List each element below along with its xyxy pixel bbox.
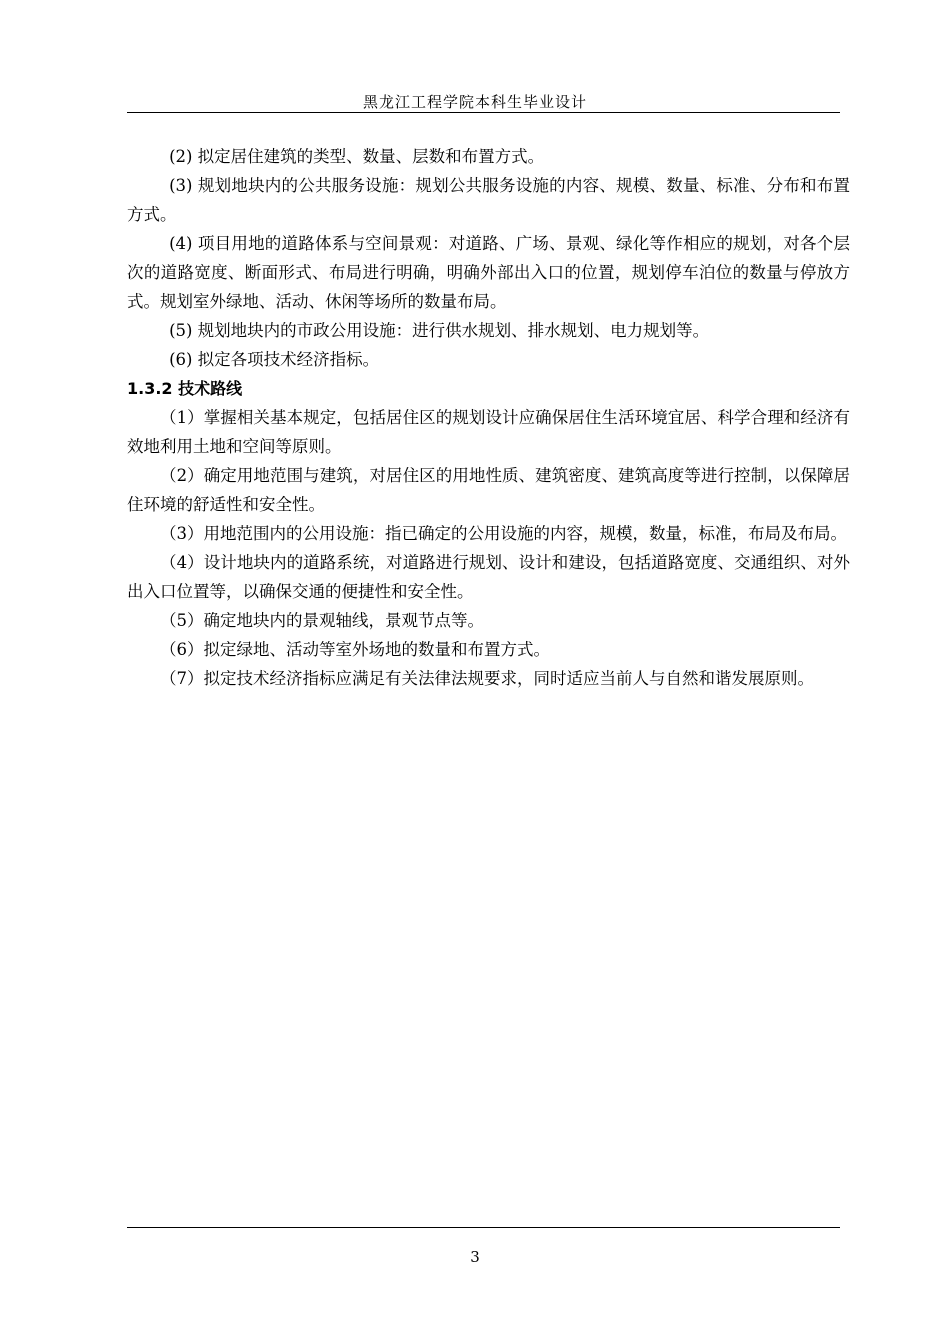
route-item-3: （3）用地范围内的公用设施：指已确定的公用设施的内容，规模，数量，标准，布局及布局。 [160, 524, 847, 543]
requirement-item-4: (4) 项目用地的道路体系与空间景观：对道路、广场、景观、绿化等作相应的规划，对各个层次的道路宽度、断面形式、布局进行明确，明确外部出入口的位置，规划停车泊位的数量与停放方式。规划室外绿地、活动、休闲等场所的数量布局。 [127, 234, 850, 311]
header-rule [127, 112, 840, 113]
page-number: 3 [470, 1248, 480, 1266]
route-item-1: （1）掌握相关基本规定，包括居住区的规划设计应确保居住生活环境宜居、科学合理和经济有效地利用土地和空间等原则。 [127, 408, 850, 456]
route-item-4: （4）设计地块内的道路系统，对道路进行规划、设计和建设，包括道路宽度、交通组织、对外出入口位置等，以确保交通的便捷性和安全性。 [127, 553, 850, 601]
page-header-title: 黑龙江工程学院本科生毕业设计 [362, 93, 587, 111]
route-item-7: （7）拟定技术经济指标应满足有关法律法规要求，同时适应当前人与自然和谐发展原则。 [160, 669, 814, 688]
requirement-item-5: (5) 规划地块内的市政公用设施：进行供水规划、排水规划、电力规划等。 [169, 321, 710, 340]
footer-rule [127, 1227, 840, 1228]
route-item-5: （5）确定地块内的景观轴线，景观节点等。 [160, 611, 484, 630]
route-item-6: （6）拟定绿地、活动等室外场地的数量和布置方式。 [160, 640, 550, 659]
route-item-2: （2）确定用地范围与建筑，对居住区的用地性质、建筑密度、建筑高度等进行控制，以保障居住环境的舒适性和安全性。 [127, 466, 850, 514]
requirement-item-6: (6) 拟定各项技术经济指标。 [169, 350, 380, 369]
section-heading: 1.3.2 技术路线 [127, 379, 243, 398]
page-body [127, 142, 850, 693]
requirement-item-2: (2) 拟定居住建筑的类型、数量、层数和布置方式。 [169, 147, 545, 166]
requirement-item-3: (3) 规划地块内的公共服务设施：规划公共服务设施的内容、规模、数量、标准、分布和布置方式。 [127, 176, 850, 224]
